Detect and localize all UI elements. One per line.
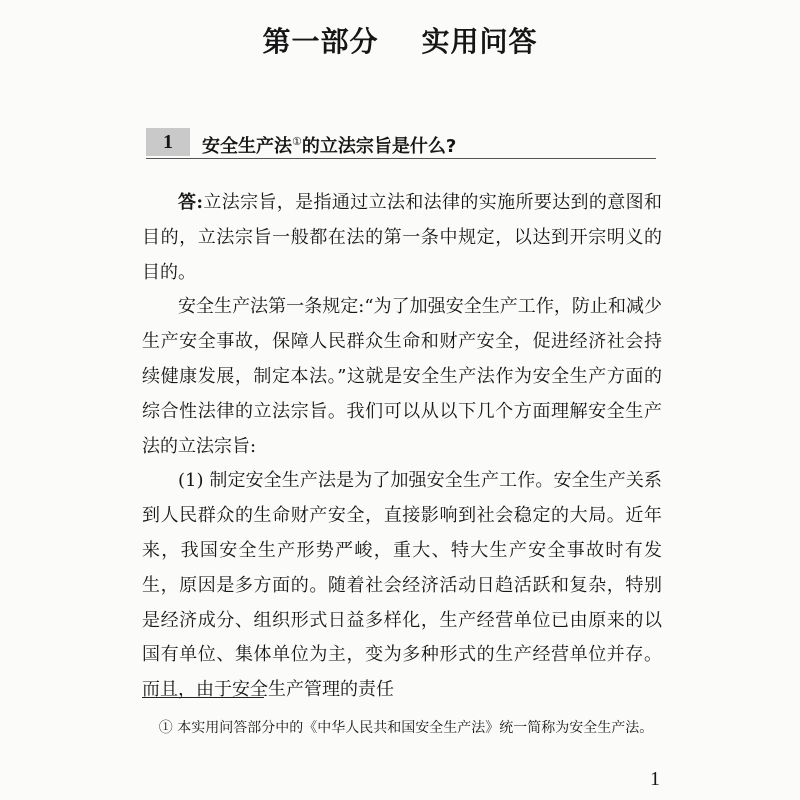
question-heading — [146, 126, 656, 159]
answer-lead: 答: — [178, 192, 204, 213]
question-text-part-1: 安全生产法 — [202, 136, 292, 157]
question-text-part-2: 的立法宗旨是什么? — [301, 136, 457, 157]
footnote-text: ① 本实用问答部分中的《中华人民共和国安全生产法》统一简称为安全生产法。 — [158, 720, 654, 736]
chapter-title: 第一部分 实用问答 — [262, 25, 538, 58]
answer-paragraph-3: (1) 制定安全生产法是为了加强安全生产工作。安全生产关系到人民群众的生命财产安全，直接影响到社会稳定的大局。近年来，我国安全生产形势严峻，重大、特大生产安全事故时有发生，原因是多方面的。随着社会经济活动日趋活跃和复杂，特别是经济成分、组织形式日益多样化，生产经营单位已由原来的以国有单位、集体单位为主，变为多种形式的生产经营单位并存。而且，由于安全生产管理的责任 — [142, 470, 662, 701]
answer-paragraph-1 — [142, 186, 662, 290]
answer-paragraph-1-text: 立法宗旨，是指通过立法和法律的实施所要达到的意图和目的，立法宗旨一般都在法的第一条中规定，以达到开宗明义的目的。 — [142, 192, 662, 283]
answer-body — [142, 186, 662, 708]
question-text — [202, 130, 456, 159]
page-number: 1 — [650, 768, 660, 790]
footnote-divider — [142, 697, 264, 698]
footnote-marker[interactable]: ① — [292, 135, 302, 148]
footnote — [142, 716, 662, 740]
answer-paragraph-2: 安全生产法第一条规定:“为了加强安全生产工作，防止和减少生产安全事故，保障人民群众生命和财产安全，促进经济社会持续健康发展，制定本法。”这就是安全生产法作为安全生产方面的综合性法律的立法宗旨。我们可以从以下几个方面理解安全生产法的立法宗旨: — [142, 296, 662, 457]
question-number-badge: 1 — [146, 128, 190, 156]
